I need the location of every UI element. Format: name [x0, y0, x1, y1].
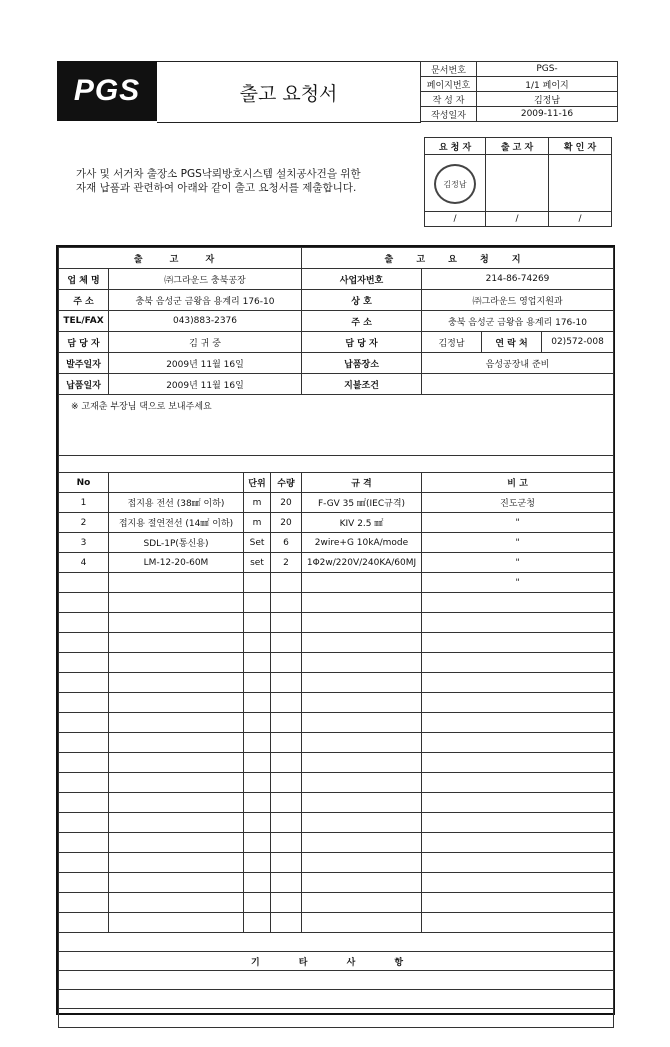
item-qty: 20: [271, 513, 302, 533]
item-unit: m: [244, 513, 271, 533]
party-info-table: [58, 247, 614, 456]
field-value: 음성공장내 준비: [422, 353, 614, 374]
sender-header: 출 고 자: [59, 248, 302, 269]
col-header-qty: 수량: [271, 473, 302, 493]
blank-row: [59, 853, 614, 873]
item-unit: m: [244, 493, 271, 513]
meta-label: 작성일자: [421, 107, 477, 122]
blank-row: [59, 913, 614, 933]
col-header-spec: 규 격: [302, 473, 422, 493]
meta-value: 1/1 페이지: [477, 77, 618, 92]
field-value: ㈜그라운드 영업지원과: [422, 290, 614, 311]
field-label: 담 당 자: [59, 332, 109, 353]
blank-row: [59, 733, 614, 753]
receiver-header: 출 고 요 청 지: [302, 248, 614, 269]
info-row: [59, 311, 614, 332]
item-no: 3: [59, 533, 109, 553]
info-row: [59, 332, 614, 353]
delivery-note: ※ 고재춘 부장님 댁으로 보내주세요: [59, 395, 614, 416]
table-row: [59, 533, 614, 553]
approval-date: /: [486, 212, 549, 227]
item-qty: 2: [271, 553, 302, 573]
field-label: 담 당 자: [302, 332, 422, 353]
company-logo: PGS: [57, 61, 157, 121]
item-remark: ": [422, 533, 614, 553]
info-row: [59, 353, 614, 374]
item-name: LM-12-20-60M: [109, 553, 244, 573]
field-label: 납품장소: [302, 353, 422, 374]
blank-row: [59, 613, 614, 633]
blank-row: [59, 833, 614, 853]
field-value: 2009년 11월 16일: [109, 353, 302, 374]
field-label: 사업자번호: [302, 269, 422, 290]
blank-row: [59, 873, 614, 893]
field-label: 주 소: [59, 290, 109, 311]
footer-title: 기 타 사 항: [59, 952, 614, 971]
col-header-name: [109, 473, 244, 493]
field-value: 2009년 11월 16일: [109, 374, 302, 395]
field-value: [422, 374, 614, 395]
blank-row: [59, 893, 614, 913]
meta-label: 페이지번호: [421, 77, 477, 92]
document-title: 출고 요청서: [157, 61, 421, 123]
field-value: 043)883-2376: [109, 311, 302, 332]
blank-row: [59, 793, 614, 813]
field-value: 김정남: [422, 332, 482, 353]
item-unit: set: [244, 553, 271, 573]
item-name: SDL-1P(통신용): [109, 533, 244, 553]
field-value: ㈜그라운드 충북공장: [109, 269, 302, 290]
blank-row: [59, 713, 614, 733]
meta-row: [421, 107, 618, 122]
field-label: 상 호: [302, 290, 422, 311]
blank-row: [59, 773, 614, 793]
table-row: [59, 553, 614, 573]
col-header-unit: 단위: [244, 473, 271, 493]
blank-row: [59, 673, 614, 693]
item-no: 4: [59, 553, 109, 573]
blank-row: [59, 813, 614, 833]
request-form: [56, 245, 615, 1015]
approval-header: 출 고 자: [486, 138, 549, 155]
items-header-row: [59, 473, 614, 493]
approval-header: 요 청 자: [425, 138, 486, 155]
item-qty: 6: [271, 533, 302, 553]
intro-text: 가사 및 서거차 출장소 PGS낙뢰방호시스템 설치공사건을 위한 자재 납품과 관련하여 아래와 같이 출고 요청서를 제출합니다.: [76, 168, 361, 194]
field-label: 주 소: [302, 311, 422, 332]
field-value: 충북 음성군 금왕읍 용계리 176-10: [109, 290, 302, 311]
item-remark: ": [422, 513, 614, 533]
field-label: 연 락 처: [482, 332, 542, 353]
blank-row: [59, 753, 614, 773]
item-name: 접지용 절연전선 (14㎟ 이하): [109, 513, 244, 533]
item-qty: 20: [271, 493, 302, 513]
item-remark: ": [422, 573, 614, 593]
item-unit: Set: [244, 533, 271, 553]
field-value: 충북 음성군 금왕읍 용계리 176-10: [422, 311, 614, 332]
field-value: 214-86-74269: [422, 269, 614, 290]
item-remark: 진도군청: [422, 493, 614, 513]
item-remark: ": [422, 553, 614, 573]
info-row: [59, 290, 614, 311]
meta-row: [421, 62, 618, 77]
meta-row: [421, 77, 618, 92]
item-spec: 2wire+G 10kA/mode: [302, 533, 422, 553]
meta-row: [421, 92, 618, 107]
item-spec: KIV 2.5 ㎟: [302, 513, 422, 533]
document-meta-table: [420, 61, 618, 122]
col-header-no: No: [59, 473, 109, 493]
table-row: [59, 573, 614, 593]
meta-value: 2009-11-16: [477, 107, 618, 122]
field-label: 납품일자: [59, 374, 109, 395]
field-label: 발주일자: [59, 353, 109, 374]
table-row: [59, 513, 614, 533]
blank-row: [59, 593, 614, 613]
blank-row: [59, 693, 614, 713]
table-row: [59, 493, 614, 513]
blank-row: [59, 633, 614, 653]
approval-date: /: [425, 212, 486, 227]
meta-label: 작 성 자: [421, 92, 477, 107]
field-label: 업 체 명: [59, 269, 109, 290]
field-value: 02)572-008: [542, 332, 614, 353]
meta-value: 김정남: [477, 92, 618, 107]
approval-header: 확 인 자: [549, 138, 612, 155]
col-header-remark: 비 고: [422, 473, 614, 493]
field-label: TEL/FAX: [59, 311, 109, 332]
approval-stamp: 김정남: [434, 164, 476, 204]
meta-value: PGS-: [477, 62, 618, 77]
field-label: 지불조건: [302, 374, 422, 395]
meta-label: 문서번호: [421, 62, 477, 77]
field-value: 김 귀 중: [109, 332, 302, 353]
info-row: [59, 269, 614, 290]
item-spec: 1Φ2w/220V/240KA/60MJ: [302, 553, 422, 573]
item-no: 1: [59, 493, 109, 513]
items-table: [58, 456, 614, 1028]
item-no: 2: [59, 513, 109, 533]
item-name: 접지용 전선 (38㎟ 이하): [109, 493, 244, 513]
blank-row: [59, 653, 614, 673]
item-spec: F-GV 35 ㎟(IEC규격): [302, 493, 422, 513]
info-row: [59, 374, 614, 395]
approval-date: /: [549, 212, 612, 227]
